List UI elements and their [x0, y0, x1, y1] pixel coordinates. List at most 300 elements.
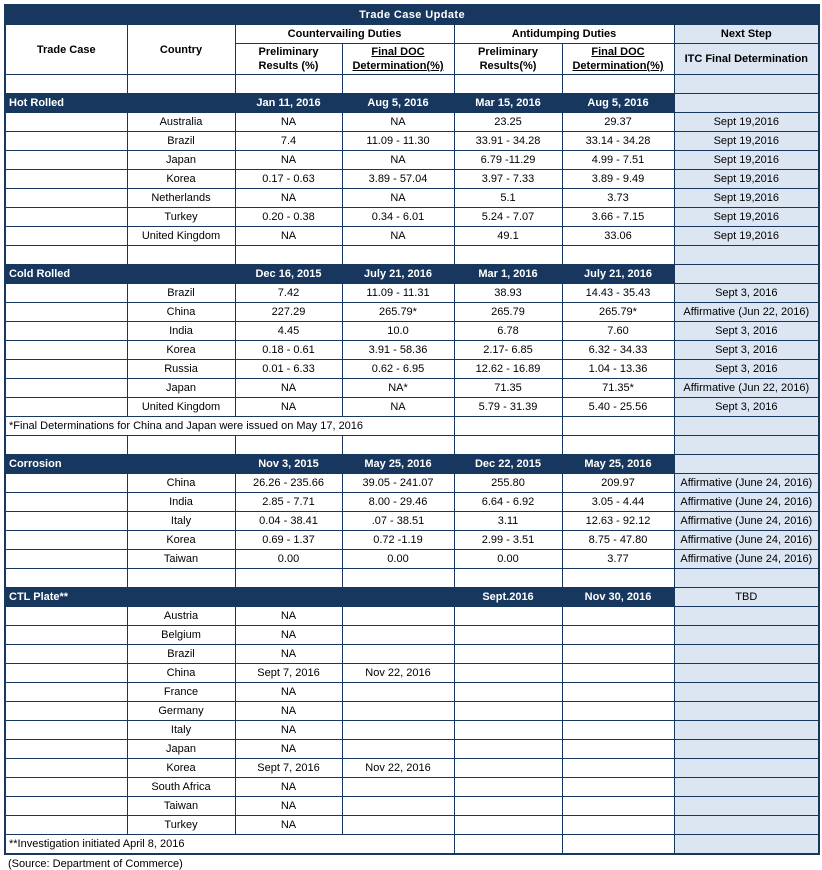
- row-add-final: [562, 778, 674, 797]
- row-cvd-preliminary: 0.69 - 1.37: [235, 531, 342, 550]
- row-cvd-final: [342, 626, 454, 645]
- section-country-blank: [127, 455, 235, 474]
- row-add-final: 71.35*: [562, 379, 674, 398]
- row-next-step: [674, 683, 819, 702]
- table-row: [5, 132, 819, 151]
- row-add-preliminary: 49.1: [454, 227, 562, 246]
- section-date-add-final: July 21, 2016: [562, 265, 674, 284]
- footnote-blank-next: [674, 835, 819, 855]
- row-cvd-final: 265.79*: [342, 303, 454, 322]
- row-cvd-preliminary: NA: [235, 227, 342, 246]
- section-country-blank: [127, 588, 235, 607]
- row-add-final: [562, 607, 674, 626]
- row-trade-case-blank: [5, 189, 127, 208]
- row-add-preliminary: 0.00: [454, 550, 562, 569]
- row-add-final: 3.89 - 9.49: [562, 170, 674, 189]
- row-trade-case-blank: [5, 170, 127, 189]
- row-cvd-final: [342, 797, 454, 816]
- row-country: Taiwan: [127, 550, 235, 569]
- row-trade-case-blank: [5, 740, 127, 759]
- row-trade-case-blank: [5, 512, 127, 531]
- row-country: Netherlands: [127, 189, 235, 208]
- row-next-step: [674, 626, 819, 645]
- row-next-step: Sept 19,2016: [674, 113, 819, 132]
- row-country: France: [127, 683, 235, 702]
- table-row: [5, 113, 819, 132]
- title-row: [5, 5, 819, 25]
- row-next-step: [674, 778, 819, 797]
- table-row: [5, 360, 819, 379]
- footnote-row: [5, 417, 819, 436]
- row-cvd-preliminary: NA: [235, 740, 342, 759]
- header-add-final-doc: Final DOC Determination(%): [562, 44, 674, 75]
- table-row: [5, 797, 819, 816]
- row-add-final: 265.79*: [562, 303, 674, 322]
- row-cvd-final: NA: [342, 189, 454, 208]
- spacer-cell: [342, 569, 454, 588]
- table-row: [5, 512, 819, 531]
- row-cvd-preliminary: NA: [235, 398, 342, 417]
- header-cvd-final-doc: Final DOC Determination(%): [342, 44, 454, 75]
- row-cvd-preliminary: 7.4: [235, 132, 342, 151]
- row-cvd-preliminary: NA: [235, 645, 342, 664]
- row-next-step: [674, 740, 819, 759]
- table-row: [5, 816, 819, 835]
- row-add-preliminary: 2.99 - 3.51: [454, 531, 562, 550]
- table-row: [5, 531, 819, 550]
- row-add-final: [562, 797, 674, 816]
- row-trade-case-blank: [5, 474, 127, 493]
- spacer-cell: [562, 436, 674, 455]
- row-cvd-final: NA: [342, 398, 454, 417]
- row-cvd-final: NA: [342, 227, 454, 246]
- table-row: [5, 208, 819, 227]
- row-country: Germany: [127, 702, 235, 721]
- row-country: Korea: [127, 759, 235, 778]
- table-row: [5, 322, 819, 341]
- row-trade-case-blank: [5, 341, 127, 360]
- row-cvd-preliminary: 0.00: [235, 550, 342, 569]
- spacer-row-before-corrosion: [5, 436, 819, 455]
- spacer-row-before-ctl-plate-: [5, 569, 819, 588]
- row-add-preliminary: [454, 683, 562, 702]
- table-row: [5, 626, 819, 645]
- section-date-cvd-final: Aug 5, 2016: [342, 94, 454, 113]
- row-cvd-final: 11.09 - 11.31: [342, 284, 454, 303]
- row-add-preliminary: 71.35: [454, 379, 562, 398]
- spacer-cell: [235, 569, 342, 588]
- row-add-preliminary: [454, 721, 562, 740]
- row-country: Japan: [127, 740, 235, 759]
- row-next-step: Sept 19,2016: [674, 189, 819, 208]
- row-next-step: Sept 19,2016: [674, 151, 819, 170]
- row-next-step: [674, 797, 819, 816]
- row-cvd-preliminary: 0.17 - 0.63: [235, 170, 342, 189]
- spacer-cell: [342, 75, 454, 94]
- row-add-preliminary: 265.79: [454, 303, 562, 322]
- row-trade-case-blank: [5, 759, 127, 778]
- row-country: United Kingdom: [127, 227, 235, 246]
- row-trade-case-blank: [5, 398, 127, 417]
- row-cvd-preliminary: NA: [235, 721, 342, 740]
- row-add-preliminary: 3.11: [454, 512, 562, 531]
- row-next-step: Sept 19,2016: [674, 132, 819, 151]
- spacer-cell-next: [674, 246, 819, 265]
- table-row: [5, 721, 819, 740]
- row-cvd-final: Nov 22, 2016: [342, 664, 454, 683]
- spacer-cell: [454, 246, 562, 265]
- spacer-cell-next: [674, 436, 819, 455]
- row-add-preliminary: 33.91 - 34.28: [454, 132, 562, 151]
- row-add-final: 29.37: [562, 113, 674, 132]
- row-add-preliminary: [454, 778, 562, 797]
- table-row: [5, 645, 819, 664]
- header-trade-case: Trade Case: [5, 25, 127, 75]
- spacer-cell: [5, 569, 127, 588]
- row-next-step: [674, 607, 819, 626]
- header-cvd-preliminary: Preliminary Results (%): [235, 44, 342, 75]
- row-trade-case-blank: [5, 683, 127, 702]
- row-add-preliminary: [454, 607, 562, 626]
- table-row: [5, 759, 819, 778]
- row-cvd-final: 10.0: [342, 322, 454, 341]
- table-row: [5, 702, 819, 721]
- spacer-cell: [454, 569, 562, 588]
- spacer-cell: [5, 75, 127, 94]
- row-trade-case-blank: [5, 816, 127, 835]
- section-date-add-final: Nov 30, 2016: [562, 588, 674, 607]
- row-country: India: [127, 493, 235, 512]
- row-next-step: Sept 19,2016: [674, 227, 819, 246]
- row-cvd-final: 3.89 - 57.04: [342, 170, 454, 189]
- row-next-step: Sept 19,2016: [674, 170, 819, 189]
- row-cvd-preliminary: NA: [235, 816, 342, 835]
- table-row: [5, 664, 819, 683]
- row-cvd-final: 0.72 -1.19: [342, 531, 454, 550]
- table-row: [5, 284, 819, 303]
- row-add-preliminary: [454, 759, 562, 778]
- section-date-add-prelim: Mar 15, 2016: [454, 94, 562, 113]
- row-country: Turkey: [127, 208, 235, 227]
- spacer-cell: [342, 246, 454, 265]
- row-trade-case-blank: [5, 322, 127, 341]
- row-cvd-preliminary: Sept 7, 2016: [235, 759, 342, 778]
- header-countervailing-duties: Countervailing Duties: [235, 25, 454, 44]
- spacer-cell: [235, 75, 342, 94]
- row-cvd-preliminary: 227.29: [235, 303, 342, 322]
- section-next-step: [674, 455, 819, 474]
- row-cvd-final: Nov 22, 2016: [342, 759, 454, 778]
- row-add-preliminary: [454, 645, 562, 664]
- row-add-preliminary: 255.80: [454, 474, 562, 493]
- row-next-step: Sept 3, 2016: [674, 284, 819, 303]
- footnote-blank: [454, 417, 562, 436]
- row-country: Belgium: [127, 626, 235, 645]
- row-add-final: [562, 626, 674, 645]
- row-cvd-final: [342, 740, 454, 759]
- row-country: Australia: [127, 113, 235, 132]
- header-group-row: [5, 25, 819, 44]
- row-add-preliminary: 12.62 - 16.89: [454, 360, 562, 379]
- footnote-blank: [454, 835, 562, 855]
- spacer-cell: [235, 246, 342, 265]
- row-cvd-final: NA: [342, 151, 454, 170]
- row-add-final: 3.05 - 4.44: [562, 493, 674, 512]
- source-note: (Source: Department of Commerce): [8, 858, 183, 870]
- row-add-preliminary: 5.24 - 7.07: [454, 208, 562, 227]
- row-next-step: Sept 3, 2016: [674, 341, 819, 360]
- row-country: Korea: [127, 531, 235, 550]
- row-add-final: 33.14 - 34.28: [562, 132, 674, 151]
- footnote-blank: [562, 835, 674, 855]
- row-cvd-final: [342, 683, 454, 702]
- row-add-final: 3.73: [562, 189, 674, 208]
- row-trade-case-blank: [5, 132, 127, 151]
- row-cvd-preliminary: NA: [235, 607, 342, 626]
- footnote-text: **Investigation initiated April 8, 2016: [5, 835, 454, 855]
- row-add-preliminary: [454, 797, 562, 816]
- row-cvd-final: [342, 721, 454, 740]
- row-trade-case-blank: [5, 284, 127, 303]
- row-add-final: 5.40 - 25.56: [562, 398, 674, 417]
- row-country: Russia: [127, 360, 235, 379]
- row-add-final: 209.97: [562, 474, 674, 493]
- table-row: [5, 607, 819, 626]
- row-add-preliminary: 5.79 - 31.39: [454, 398, 562, 417]
- table-row: [5, 189, 819, 208]
- table-row: [5, 151, 819, 170]
- row-cvd-preliminary: NA: [235, 778, 342, 797]
- row-country: Italy: [127, 512, 235, 531]
- row-country: Korea: [127, 341, 235, 360]
- header-next-step: Next Step: [674, 25, 819, 44]
- row-cvd-preliminary: 7.42: [235, 284, 342, 303]
- row-next-step: Affirmative (Jun 22, 2016): [674, 379, 819, 398]
- row-next-step: [674, 645, 819, 664]
- row-add-preliminary: [454, 626, 562, 645]
- row-add-final: 3.77: [562, 550, 674, 569]
- row-country: Taiwan: [127, 797, 235, 816]
- row-cvd-final: [342, 607, 454, 626]
- section-date-cvd-final: May 25, 2016: [342, 455, 454, 474]
- spacer-cell: [562, 75, 674, 94]
- section-date-cvd-prelim: Jan 11, 2016: [235, 94, 342, 113]
- row-country: Korea: [127, 170, 235, 189]
- row-add-preliminary: [454, 702, 562, 721]
- row-cvd-preliminary: 26.26 - 235.66: [235, 474, 342, 493]
- section-date-add-prelim: Dec 22, 2015: [454, 455, 562, 474]
- trade-case-table: [4, 4, 820, 855]
- row-trade-case-blank: [5, 626, 127, 645]
- row-country: Japan: [127, 379, 235, 398]
- row-trade-case-blank: [5, 379, 127, 398]
- table-row: [5, 740, 819, 759]
- row-trade-case-blank: [5, 645, 127, 664]
- row-country: Italy: [127, 721, 235, 740]
- row-cvd-final: 0.62 - 6.95: [342, 360, 454, 379]
- section-name: Cold Rolled: [5, 265, 127, 284]
- row-next-step: Affirmative (Jun 22, 2016): [674, 303, 819, 322]
- row-cvd-preliminary: NA: [235, 379, 342, 398]
- section-date-cvd-prelim: Nov 3, 2015: [235, 455, 342, 474]
- row-cvd-preliminary: NA: [235, 626, 342, 645]
- row-next-step: [674, 702, 819, 721]
- row-next-step: [674, 721, 819, 740]
- row-add-final: 33.06: [562, 227, 674, 246]
- row-next-step: Affirmative (June 24, 2016): [674, 512, 819, 531]
- row-add-preliminary: 2.17- 6.85: [454, 341, 562, 360]
- row-add-preliminary: 23.25: [454, 113, 562, 132]
- row-cvd-final: 0.34 - 6.01: [342, 208, 454, 227]
- header-itc-final-determination: ITC Final Determination: [674, 44, 819, 75]
- row-add-final: [562, 759, 674, 778]
- row-next-step: Affirmative (June 24, 2016): [674, 493, 819, 512]
- row-add-final: [562, 664, 674, 683]
- row-cvd-final: 3.91 - 58.36: [342, 341, 454, 360]
- row-cvd-preliminary: 2.85 - 7.71: [235, 493, 342, 512]
- section-header-row: [5, 94, 819, 113]
- header-country: Country: [127, 25, 235, 75]
- row-trade-case-blank: [5, 721, 127, 740]
- row-add-preliminary: 38.93: [454, 284, 562, 303]
- row-country: Brazil: [127, 645, 235, 664]
- row-next-step: Affirmative (June 24, 2016): [674, 474, 819, 493]
- row-add-final: 3.66 - 7.15: [562, 208, 674, 227]
- row-trade-case-blank: [5, 493, 127, 512]
- section-date-cvd-prelim: [235, 588, 342, 607]
- row-next-step: Sept 3, 2016: [674, 322, 819, 341]
- row-cvd-preliminary: NA: [235, 702, 342, 721]
- footnote-row: [5, 835, 819, 855]
- section-header-row: [5, 455, 819, 474]
- table-row: [5, 341, 819, 360]
- table-row: [5, 683, 819, 702]
- row-add-preliminary: 6.79 -11.29: [454, 151, 562, 170]
- spacer-cell: [127, 569, 235, 588]
- row-country: United Kingdom: [127, 398, 235, 417]
- table-row: [5, 474, 819, 493]
- row-next-step: [674, 664, 819, 683]
- row-cvd-final: 11.09 - 11.30: [342, 132, 454, 151]
- row-country: Japan: [127, 151, 235, 170]
- row-cvd-final: [342, 702, 454, 721]
- row-cvd-preliminary: NA: [235, 683, 342, 702]
- row-next-step: Affirmative (June 24, 2016): [674, 531, 819, 550]
- spacer-cell: [127, 436, 235, 455]
- row-next-step: [674, 759, 819, 778]
- table-row: [5, 398, 819, 417]
- row-add-final: [562, 683, 674, 702]
- footnote-blank-next: [674, 417, 819, 436]
- row-cvd-final: 39.05 - 241.07: [342, 474, 454, 493]
- row-add-final: 1.04 - 13.36: [562, 360, 674, 379]
- section-name: Hot Rolled: [5, 94, 127, 113]
- row-country: Austria: [127, 607, 235, 626]
- row-cvd-final: 0.00: [342, 550, 454, 569]
- row-cvd-preliminary: NA: [235, 189, 342, 208]
- row-add-final: 4.99 - 7.51: [562, 151, 674, 170]
- row-cvd-preliminary: NA: [235, 151, 342, 170]
- row-country: China: [127, 303, 235, 322]
- row-cvd-final: NA*: [342, 379, 454, 398]
- row-cvd-preliminary: NA: [235, 113, 342, 132]
- row-add-final: 14.43 - 35.43: [562, 284, 674, 303]
- section-date-cvd-final: July 21, 2016: [342, 265, 454, 284]
- table-row: [5, 379, 819, 398]
- spacer-cell: [127, 75, 235, 94]
- table-row: [5, 303, 819, 322]
- row-cvd-final: 8.00 - 29.46: [342, 493, 454, 512]
- row-cvd-preliminary: 4.45: [235, 322, 342, 341]
- spacer-cell: [342, 436, 454, 455]
- row-add-final: 7.60: [562, 322, 674, 341]
- section-date-cvd-final: [342, 588, 454, 607]
- row-next-step: Sept 3, 2016: [674, 360, 819, 379]
- section-header-row: [5, 265, 819, 284]
- row-cvd-preliminary: 0.18 - 0.61: [235, 341, 342, 360]
- row-add-preliminary: 5.1: [454, 189, 562, 208]
- row-trade-case-blank: [5, 664, 127, 683]
- row-cvd-final: [342, 778, 454, 797]
- row-cvd-preliminary: 0.04 - 38.41: [235, 512, 342, 531]
- section-date-add-prelim: Mar 1, 2016: [454, 265, 562, 284]
- section-next-step: [674, 265, 819, 284]
- footnote-text: *Final Determinations for China and Japan were issued on May 17, 2016: [5, 417, 454, 436]
- row-add-preliminary: [454, 740, 562, 759]
- row-add-preliminary: [454, 816, 562, 835]
- row-next-step: [674, 816, 819, 835]
- spacer-cell: [235, 436, 342, 455]
- row-add-final: 12.63 - 92.12: [562, 512, 674, 531]
- section-name: Corrosion: [5, 455, 127, 474]
- row-cvd-final: [342, 645, 454, 664]
- row-trade-case-blank: [5, 151, 127, 170]
- section-header-row: [5, 588, 819, 607]
- section-date-add-final: May 25, 2016: [562, 455, 674, 474]
- section-next-step: TBD: [674, 588, 819, 607]
- row-country: China: [127, 474, 235, 493]
- row-trade-case-blank: [5, 778, 127, 797]
- table-row: [5, 170, 819, 189]
- row-country: South Africa: [127, 778, 235, 797]
- row-cvd-preliminary: Sept 7, 2016: [235, 664, 342, 683]
- spacer-cell: [454, 75, 562, 94]
- section-name: CTL Plate**: [5, 588, 127, 607]
- row-next-step: Sept 3, 2016: [674, 398, 819, 417]
- row-trade-case-blank: [5, 303, 127, 322]
- table-row: [5, 227, 819, 246]
- table-row: [5, 550, 819, 569]
- section-date-add-final: Aug 5, 2016: [562, 94, 674, 113]
- row-trade-case-blank: [5, 113, 127, 132]
- spacer-cell: [562, 246, 674, 265]
- row-cvd-final: NA: [342, 113, 454, 132]
- row-add-final: [562, 816, 674, 835]
- row-add-preliminary: 3.97 - 7.33: [454, 170, 562, 189]
- section-country-blank: [127, 94, 235, 113]
- row-country: Brazil: [127, 132, 235, 151]
- row-cvd-preliminary: 0.20 - 0.38: [235, 208, 342, 227]
- section-date-cvd-prelim: Dec 16, 2015: [235, 265, 342, 284]
- row-trade-case-blank: [5, 550, 127, 569]
- row-trade-case-blank: [5, 531, 127, 550]
- spacer-cell: [5, 246, 127, 265]
- row-add-preliminary: [454, 664, 562, 683]
- row-next-step: Affirmative (June 24, 2016): [674, 550, 819, 569]
- page-title: Trade Case Update: [5, 5, 819, 25]
- row-add-final: 8.75 - 47.80: [562, 531, 674, 550]
- table-row: [5, 493, 819, 512]
